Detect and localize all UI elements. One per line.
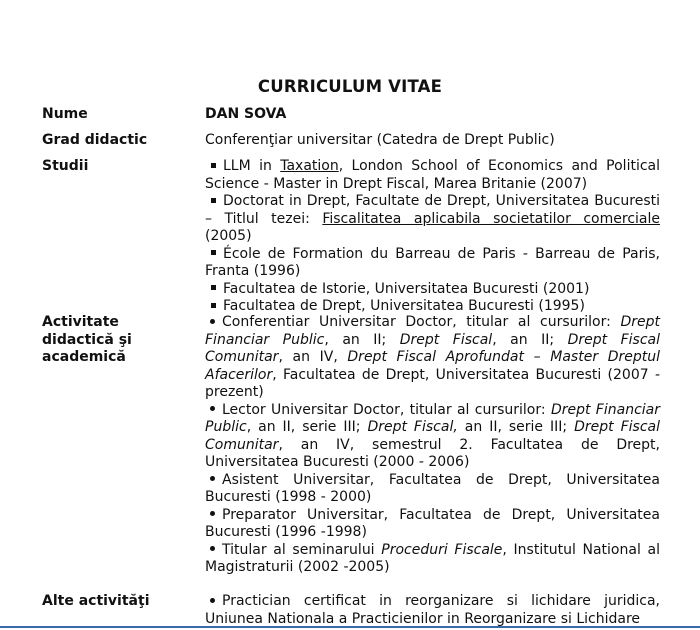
value-nume: DAN SOVA (205, 106, 287, 122)
round-bullet-icon (210, 598, 215, 603)
label-alte-activitati: Alte activităţi (42, 593, 150, 609)
document-title: CURRICULUM VITAE (257, 77, 443, 96)
round-bullet-icon (210, 476, 215, 481)
page-bottom-border (0, 626, 700, 628)
studii-item: Facultatea de Istorie, Universitatea Bucuresti (2001) (205, 281, 660, 299)
studii-list (205, 158, 660, 316)
activitate-item: Conferentiar Universitar Doctor, titular al cursurilor: Drept Financiar Public, an II; Drept Fiscal, an II; Drept Fiscal Comunitar, an IV, Drept Fiscal Aprofundat – Master Dreptul Afacerilor, Facultatea de Drept, Universitatea Bucuresti (2007 - prezent) (205, 314, 660, 400)
activitate-item: Preparator Universitar, Facultatea de Drept, Universitatea Bucuresti (1996 -1998) (205, 506, 660, 540)
square-bullet-icon (211, 285, 216, 290)
square-bullet-icon (211, 250, 216, 255)
activitate-item: Titular al seminarului Proceduri Fiscale, Institutul National al Magistraturii (2002 -2005) (205, 541, 660, 575)
label-studii: Studii (42, 158, 89, 174)
link-taxation[interactable]: Taxation (280, 158, 339, 174)
square-bullet-icon (211, 163, 216, 168)
label-grad-didactic: Grad didactic (42, 132, 148, 148)
studii-item: École de Formation du Barreau de Paris - Barreau de Paris, Franta (1996) (205, 245, 660, 279)
studii-item: Facultatea de Drept, Universitatea Bucuresti (1995) (205, 298, 660, 316)
activitate-item: Asistent Universitar, Facultatea de Drept, Universitatea Bucuresti (1998 - 2000) (205, 471, 660, 505)
round-bullet-icon (210, 546, 215, 551)
studii-item: Doctorat in Drept, Facultate de Drept, Universitatea Bucuresti – Titlul tezei: Fiscalitatea aplicabila societatilor comerciale (2005) (205, 193, 660, 244)
square-bullet-icon (211, 303, 216, 308)
label-activitate: Activitate didactică şi academică (42, 314, 132, 365)
activitate-list (205, 314, 660, 577)
alte-item: Practician certificat in reorganizare si lichidare juridica, Uniunea Nationala a Practicienilor in Reorganizare si Lichidare (205, 593, 660, 627)
round-bullet-icon (210, 406, 215, 411)
label-nume: Nume (42, 106, 88, 122)
studii-item: LLM in Taxation, London School of Economics and Political Science - Master in Drept Fiscal, Marea Britanie (2007) (205, 158, 660, 192)
value-grad-didactic: Conferenţiar universitar (Catedra de Drept Public) (205, 132, 555, 148)
square-bullet-icon (211, 198, 216, 203)
link-thesis-title[interactable]: Fiscalitatea aplicabila societatilor comerciale (322, 210, 660, 227)
activitate-item: Lector Universitar Doctor, titular al cursurilor: Drept Financiar Public, an II, serie III; Drept Fiscal, an II, serie III; Drept Fiscal Comunitar, an IV, semestrul 2. Facultatea de Drept, Universitatea Bucuresti (2000 - 2006) (205, 401, 660, 470)
alte-list (205, 593, 660, 628)
round-bullet-icon (210, 511, 215, 516)
round-bullet-icon (210, 319, 215, 324)
